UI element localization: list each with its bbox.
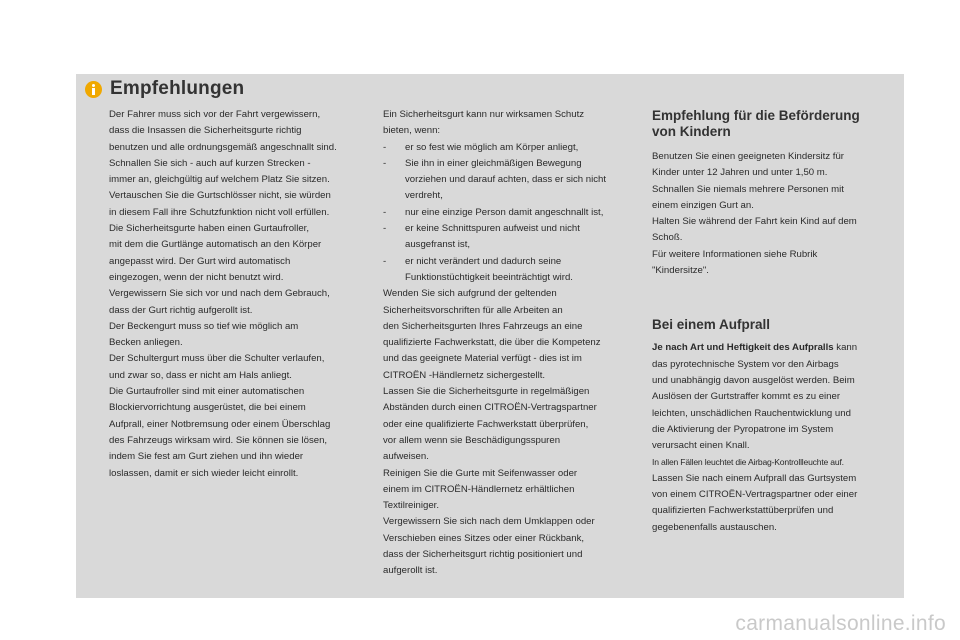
impact-paragraph xyxy=(652,357,900,455)
paragraph-line: Vergewissern Sie sich nach dem Umklappen oder xyxy=(383,516,595,528)
paragraph-line: Der Fahrer muss sich vor der Fahrt vergewissern, xyxy=(109,109,321,120)
bullet-dash: - xyxy=(383,141,387,153)
paragraph-line: bieten, wenn: xyxy=(383,125,441,137)
paragraph-line: Ein Sicherheitsgurt kann nur wirksamen Schutz xyxy=(383,109,585,120)
paragraph-line: Vertauschen Sie die Gurtschlösser nicht, sie würden xyxy=(109,190,331,202)
paragraph-line: einem im CITROËN-Händlernetz erhältlichen xyxy=(383,483,575,495)
paragraph-line: Reinigen Sie die Gurte mit Seifenwasser oder xyxy=(383,467,578,479)
bullet-continuation: Funktionstüchtigkeit beeinträchtigt wird. xyxy=(405,271,573,283)
paragraph-line: Becken anliegen. xyxy=(109,337,183,349)
bullet-item xyxy=(383,156,645,172)
bold-lead: Je nach Art und Heftigkeit des Aufpralls xyxy=(652,342,834,354)
paragraph-line: des Fahrzeugs wirksam wird. Sie können sie lösen, xyxy=(109,434,328,446)
paragraph-line: Blockiervorrichtung ausgerüstet, die bei einem xyxy=(109,402,306,414)
paragraph-line: dass die Insassen die Sicherheitsgurte richtig xyxy=(109,125,302,137)
column-middle xyxy=(383,107,645,580)
paragraph-line: das pyrotechnische System vor den Airbags xyxy=(652,358,839,370)
bullet-text: er keine Schnittspuren aufweist und nicht xyxy=(405,223,580,235)
bullet-dash: - xyxy=(383,157,387,169)
heading-line: Empfehlung für die Beförderung xyxy=(652,108,860,123)
bullet-item xyxy=(383,254,645,270)
paragraph-line: Der Schultergurt muss über die Schulter verlaufen, xyxy=(109,353,325,365)
paragraph-line: mit dem die Gurtlänge automatisch an den Körper xyxy=(109,239,322,251)
paragraph-line: einem einzigen Gurt an. xyxy=(652,199,754,211)
paragraph-line: Die Gurtaufroller sind mit einer automatischen xyxy=(109,386,305,398)
bullet-text: er nicht verändert und dadurch seine xyxy=(405,255,562,267)
bullet-continuation: ausgefranst ist, xyxy=(405,239,471,251)
paragraph-line: Lassen Sie nach einem Aufprall das Gurtsystem xyxy=(652,472,857,484)
paragraph-line: loslassen, damit er sich wieder leicht einrollt. xyxy=(109,467,299,479)
paragraph-line: CITROËN -Händlernetz sichergestellt. xyxy=(383,369,546,381)
bullet-dash: - xyxy=(383,206,387,218)
paragraph-line: Verschieben eines Sitzes oder einer Rückbank, xyxy=(383,532,585,544)
heading-impact: Bei einem Aufprall xyxy=(652,317,771,333)
paragraph-line: "Kindersitze". xyxy=(652,265,709,277)
paragraph-line: aufweisen. xyxy=(383,451,429,463)
paragraph-line: Lassen Sie die Sicherheitsgurte in regelmäßigen xyxy=(383,386,590,398)
paragraph-line: vor allem wenn sie Beschädigungsspuren xyxy=(383,434,561,446)
paragraph-line: verursacht einen Knall. xyxy=(652,440,750,452)
bullet-item xyxy=(383,140,645,156)
paragraph-line: Schoß. xyxy=(652,232,683,244)
bullet-item xyxy=(383,205,645,221)
paragraph-line: immer an, gleichgültig auf welchem Platz Sie sitzen. xyxy=(109,174,330,186)
column-left xyxy=(109,107,371,482)
paragraph-line: in diesem Fall ihre Schutzfunktion nicht voll erfüllen. xyxy=(109,206,330,218)
paragraph-line: benutzen und alle ordnungsgemäß angeschnallt sind. xyxy=(109,141,337,153)
section-title: Empfehlungen xyxy=(110,78,245,99)
paragraph-line: den Sicherheitsgurten Ihres Fahrzeugs an eine xyxy=(383,320,583,332)
heading-line: von Kindern xyxy=(652,124,731,139)
airbag-note: In allen Fällen leuchtet die Airbag-Kontrollleuchte auf. xyxy=(652,457,844,468)
paragraph-line: qualifizierte Fachwerkstatt, die über die Kompetenz xyxy=(383,337,601,349)
paragraph-line: und unabhängig davon ausgelöst werden. Beim xyxy=(652,374,855,386)
paragraph-line: eingezogen, wenn der nicht benutzt wird. xyxy=(109,271,284,283)
bullet-dash: - xyxy=(383,223,387,235)
paragraph-line: oder eine qualifizierte Fachwerkstatt überprüfen, xyxy=(383,418,589,430)
heading-children xyxy=(652,108,900,140)
paragraph-line: Vergewissern Sie sich vor und nach dem Gebrauch, xyxy=(109,288,330,300)
bullet-text: er so fest wie möglich am Körper anliegt, xyxy=(405,141,579,153)
paragraph-line: aufgerollt ist. xyxy=(383,565,438,577)
paragraph-line: Der Beckengurt muss so tief wie möglich am xyxy=(109,320,299,332)
bullet-continuation: vorziehen und darauf achten, dass er sich nicht xyxy=(405,174,607,186)
bullet-item xyxy=(383,221,645,237)
paragraph-line: Schnallen Sie niemals mehrere Personen mit xyxy=(652,183,844,195)
paragraph-line: und zwar so, dass er nicht am Hals anliegt. xyxy=(109,369,292,381)
paragraph-line: Abständen durch einen CITROËN-Vertragspartner xyxy=(383,402,597,414)
paragraph-line: Wenden Sie sich aufgrund der geltenden xyxy=(383,288,557,300)
paragraph-line: Aufprall, einer Notbremsung oder einem Überschlag xyxy=(109,418,331,430)
paragraph-line: Die Sicherheitsgurte haben einen Gurtaufroller, xyxy=(109,223,309,235)
paragraph-line: Benutzen Sie einen geeigneten Kindersitz für xyxy=(652,151,845,162)
paragraph-line: dass der Gurt richtig aufgerollt ist. xyxy=(109,304,253,316)
text-span: kann xyxy=(833,342,858,354)
paragraph-line xyxy=(652,340,900,356)
paragraph-line: dass der Sicherheitsgurt richtig positioniert und xyxy=(383,549,583,561)
children-paragraph xyxy=(652,149,900,279)
paragraph-line: von einem CITROËN-Vertragspartner oder einer xyxy=(652,489,858,501)
paragraph-line: Sicherheitsvorschriften für alle Arbeiten an xyxy=(383,304,563,316)
column-right xyxy=(652,108,900,536)
paragraph-line: die Aktivierung der Pyropatrone im System xyxy=(652,423,834,435)
paragraph-line: und das geeignete Material verfügt - dies ist im xyxy=(383,353,582,365)
info-icon xyxy=(85,81,102,98)
paragraph-line: Schnallen Sie sich - auch auf kurzen Strecken - xyxy=(109,157,311,169)
paragraph-line: indem Sie fest am Gurt ziehen und ihn wieder xyxy=(109,451,304,463)
paragraph-line: Halten Sie während der Fahrt kein Kind auf dem xyxy=(652,216,857,228)
paragraph-line: Textilreiniger. xyxy=(383,500,439,512)
bullet-dash: - xyxy=(383,255,387,267)
paragraph-line: qualifizierten Fachwerkstattüberprüfen und xyxy=(652,505,834,517)
bullet-text: Sie ihn in einer gleichmäßigen Bewegung xyxy=(405,157,582,169)
paragraph-line: leichten, unschädlichen Rauchentwicklung und xyxy=(652,407,851,419)
paragraph-line: gegebenenfalls austauschen. xyxy=(652,521,777,533)
bullet-continuation: verdreht, xyxy=(405,190,443,202)
watermark: carmanualsonline.info xyxy=(735,612,946,635)
paragraph-line: Kinder unter 12 Jahren und unter 1,50 m. xyxy=(652,167,828,179)
impact-paragraph-2 xyxy=(652,471,900,536)
paragraph-line: Auslösen der Gurtstraffer kommt es zu einer xyxy=(652,391,841,403)
paragraph-line: Für weitere Informationen siehe Rubrik xyxy=(652,248,818,260)
paragraph-line: angepasst wird. Der Gurt wird automatisch xyxy=(109,255,291,267)
bullet-text: nur eine einzige Person damit angeschnallt ist, xyxy=(405,206,604,218)
